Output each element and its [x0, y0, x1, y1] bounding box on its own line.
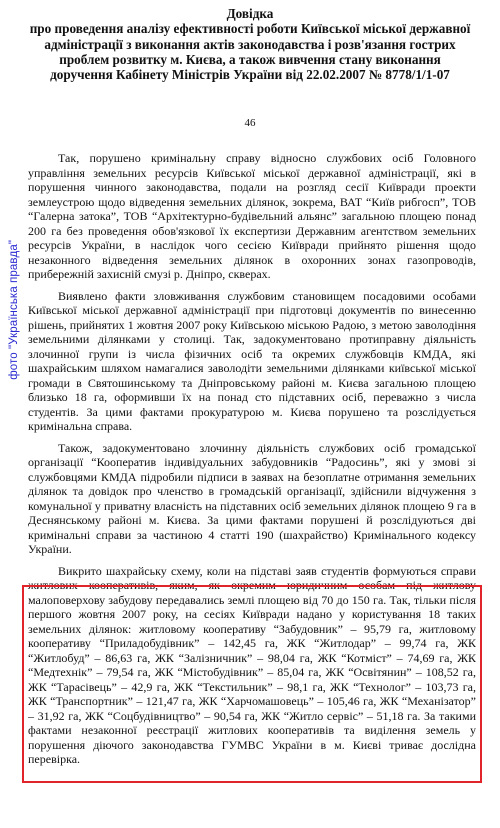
photo-credit-caption: фото "Українська правда": [8, 240, 20, 380]
body-paragraph: Також, задокументовано злочинну діяльність службових осіб громадської організації “Кооператив індивідуальних забудовників “Радосинь”, які у змові зі службовцями КМДА підробили підписи в заявах на безоплатне отримання земельних ділянок та довідок про членство в громадській організації, здійснили відчуження з комунальної у приватну власність на підставних осіб земельних ділянок площею 9 га в Деснянському районі м. Києва. За цими фактами порушені й розслідуються дві кримінальні справи за частиною 4 статті 190 (шахрайство) Кримінального кодексу України.: [28, 440, 476, 556]
title-line: доручення Кабінету Міністрів України від 22.02.2007 № 8778/1/1-07: [50, 67, 450, 83]
title-line: Довідка: [226, 6, 274, 21]
title-line: про проведення аналізу ефективності роботи Київської міської державної: [29, 21, 471, 37]
body-paragraph: Так, порушено кримінальну справу відносно службових осіб Головного управління земельних ресурсів Київської міської державної адміністрації, які в порушення чинного законодавства, подали на розгляд сесії Київради проекти землеустрою щодо відведення земельних ділянок, зокрема, ВАТ “Київ рибгосп”, ТОВ “Галерна затока”, ТОВ “Архітектурно-будівельний альянс” загальною площею понад 200 га без проведення обов'язкової їх експертизи Державним агентством земельних ресурсів України, в наслідок чого сесією Київради прийнято рішення щодо незаконного відведення земельних ділянок в охоронних зонах газопроводів, прибережній захисній смузі р. Дніпро, скверах.: [28, 151, 476, 281]
highlight-frame: [22, 585, 482, 783]
title-line: адміністрації з виконання актів законодавства і розв'язання гострих: [44, 36, 456, 52]
title-line: проблем розвитку м. Києва, а також вивчення стану виконання: [59, 51, 441, 67]
document-title: [0, 6, 500, 82]
highlighted-paragraph: Викрито шахрайську схему, коли на підставі заяв студентів формуються справи житлових кооперативів, яким, як окремим юридичним особам під житлову малоповерхову забудову передавались землі площею від 70 до 150 га. Так, тільки після першого жовтня 2007 року, на сесіях Київради надано у користування 18 таких земельних ділянок: житловому кооперативу “Забудовник” – 95,79 га, житловому кооперативу “Приладобудівник” – 142,45 га, ЖК “Житлодар” – 99,74 га, ЖК “Житлобуд” – 86,63 га, ЖК “Залізничник” – 98,04 га, ЖК “Котміст” – 74,69 га, ЖК “Медтехнік” – 79,54 га, ЖК “Містобудівник” – 85,04 га, ЖК “Освітянин” – 108,52 га, ЖК “Тарасівець” – 42,9 га, ЖК “Текстильник” – 98,1 га, ЖК “Технолог” – 103,73 га, ЖК “Транспортник” – 121,47 га, ЖК “Харчомашовець” – 105,46 га, ЖК “Механізатор” – 31,92 га, ЖК “Соцбудівництво” – 90,54 га, ЖК “Житло сервіс” – 51,18 га. За такими фактами незаконної реєстрації житлових кооперативів та виділення земель у порушення діючого законодавства ГУМВС України в м. Києві триває дослідна перевірка.: [28, 563, 476, 766]
body-paragraph: Виявлено факти зловживання службовим становищем посадовими особами Київської міської державної адміністрації при підготовці документів по винесенню рішень, прийнятих 1 жовтня 2007 року Київською міською Радою, з метою заволодіння земельними ділянками у столиці. Так, задокументовано протиправну діяльність злочинної групи із числа фізичних осіб та окремих службовців КМДА, які шахрайським шляхом намагалися заволодіти земельними ділянками київської міської громади в Святошинському та Дніпровському районі м. Києва загальною площею близько 18 га, оформивши їх на понад сто підставних осіб, переважно з числа студентів. За цими фактами прокуратурою м. Києва порушено та розслідується кримінальна справа.: [28, 288, 476, 433]
page-number: 46: [244, 117, 256, 129]
